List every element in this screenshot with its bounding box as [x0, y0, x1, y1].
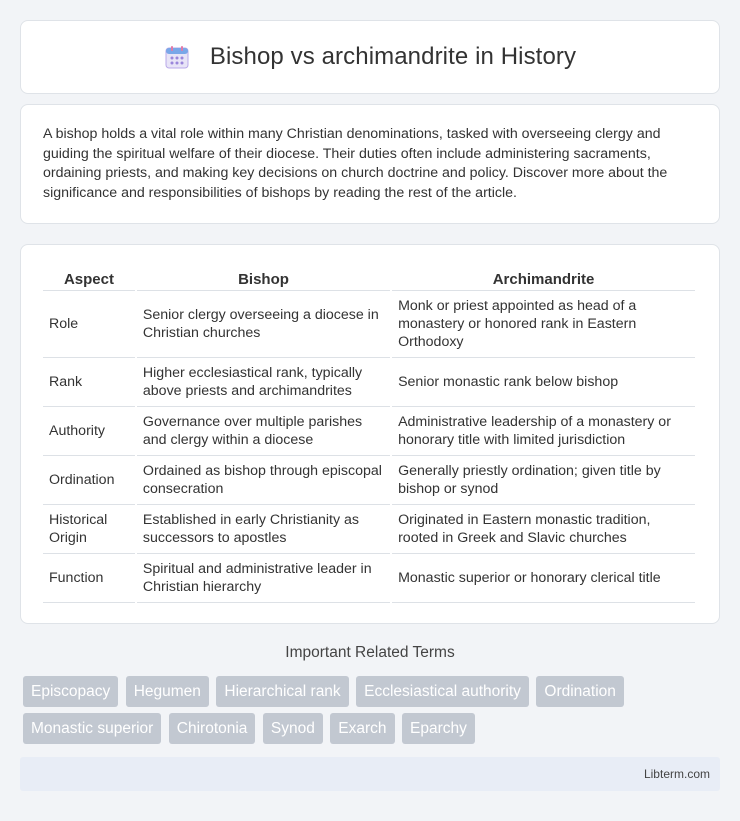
table-header-row	[43, 265, 695, 291]
tag-chirotonia[interactable]: Chirotonia	[169, 713, 256, 744]
table-row	[43, 456, 695, 505]
tag-hierarchical-rank[interactable]: Hierarchical rank	[216, 676, 348, 707]
cell-bishop: Established in early Christianity as successors to apostles	[137, 505, 390, 554]
table-row	[43, 291, 695, 358]
related-terms-list	[23, 676, 723, 750]
cell-archimandrite: Monk or priest appointed as head of a monastery or honored rank in Eastern Orthodoxy	[392, 291, 695, 358]
tag-episcopacy[interactable]: Episcopacy	[23, 676, 118, 707]
cell-aspect: Authority	[43, 407, 135, 456]
tag-exarch[interactable]: Exarch	[330, 713, 394, 744]
cell-aspect: Rank	[43, 358, 135, 407]
page-title: Bishop vs archimandrite in History	[209, 43, 577, 70]
related-terms-title: Important Related Terms	[285, 644, 455, 661]
cell-archimandrite: Senior monastic rank below bishop	[392, 358, 695, 407]
table-row	[43, 505, 695, 554]
cell-archimandrite: Originated in Eastern monastic tradition, rooted in Greek and Slavic churches	[392, 505, 695, 554]
tag-monastic-superior[interactable]: Monastic superior	[23, 713, 161, 744]
cell-bishop: Governance over multiple parishes and clergy within a diocese	[137, 407, 390, 456]
table-row	[43, 358, 695, 407]
cell-bishop: Higher ecclesiastical rank, typically above priests and archimandrites	[137, 358, 390, 407]
tag-synod[interactable]: Synod	[263, 713, 323, 744]
cell-archimandrite: Administrative leadership of a monastery or honorary title with limited jurisdiction	[392, 407, 695, 456]
cell-aspect: Function	[43, 554, 135, 603]
tag-hegumen[interactable]: Hegumen	[126, 676, 209, 707]
header-archimandrite: Archimandrite	[392, 265, 695, 291]
title-card	[20, 20, 720, 94]
comparison-table	[41, 265, 697, 603]
cell-aspect: Historical Origin	[43, 505, 135, 554]
header-aspect: Aspect	[43, 265, 135, 291]
cell-archimandrite: Generally priestly ordination; given title by bishop or synod	[392, 456, 695, 505]
cell-bishop: Senior clergy overseeing a diocese in Christian churches	[137, 291, 390, 358]
calendar-icon	[164, 44, 190, 70]
tag-eparchy[interactable]: Eparchy	[402, 713, 475, 744]
footer-site-link[interactable]: Libterm.com	[643, 767, 710, 781]
cell-bishop: Spiritual and administrative leader in Christian hierarchy	[137, 554, 390, 603]
comparison-table-card	[20, 244, 720, 624]
tag-ecclesiastical-authority[interactable]: Ecclesiastical authority	[356, 676, 529, 707]
footer	[20, 757, 720, 791]
intro-text: A bishop holds a vital role within many Christian denominations, tasked with overseeing clergy and guiding the spiritual welfare of their diocese. Their duties often include administering sacraments, ordaining priests, and making key decisions on church doctrine and policy. Discover more about the significance and responsibilities of bishops by reading the rest of the article.	[43, 126, 668, 201]
intro-card	[20, 104, 720, 224]
cell-archimandrite: Monastic superior or honorary clerical title	[392, 554, 695, 603]
table-row	[43, 407, 695, 456]
cell-aspect: Role	[43, 291, 135, 358]
tag-ordination[interactable]: Ordination	[536, 676, 624, 707]
cell-aspect: Ordination	[43, 456, 135, 505]
table-row	[43, 554, 695, 603]
header-bishop: Bishop	[137, 265, 390, 291]
cell-bishop: Ordained as bishop through episcopal consecration	[137, 456, 390, 505]
